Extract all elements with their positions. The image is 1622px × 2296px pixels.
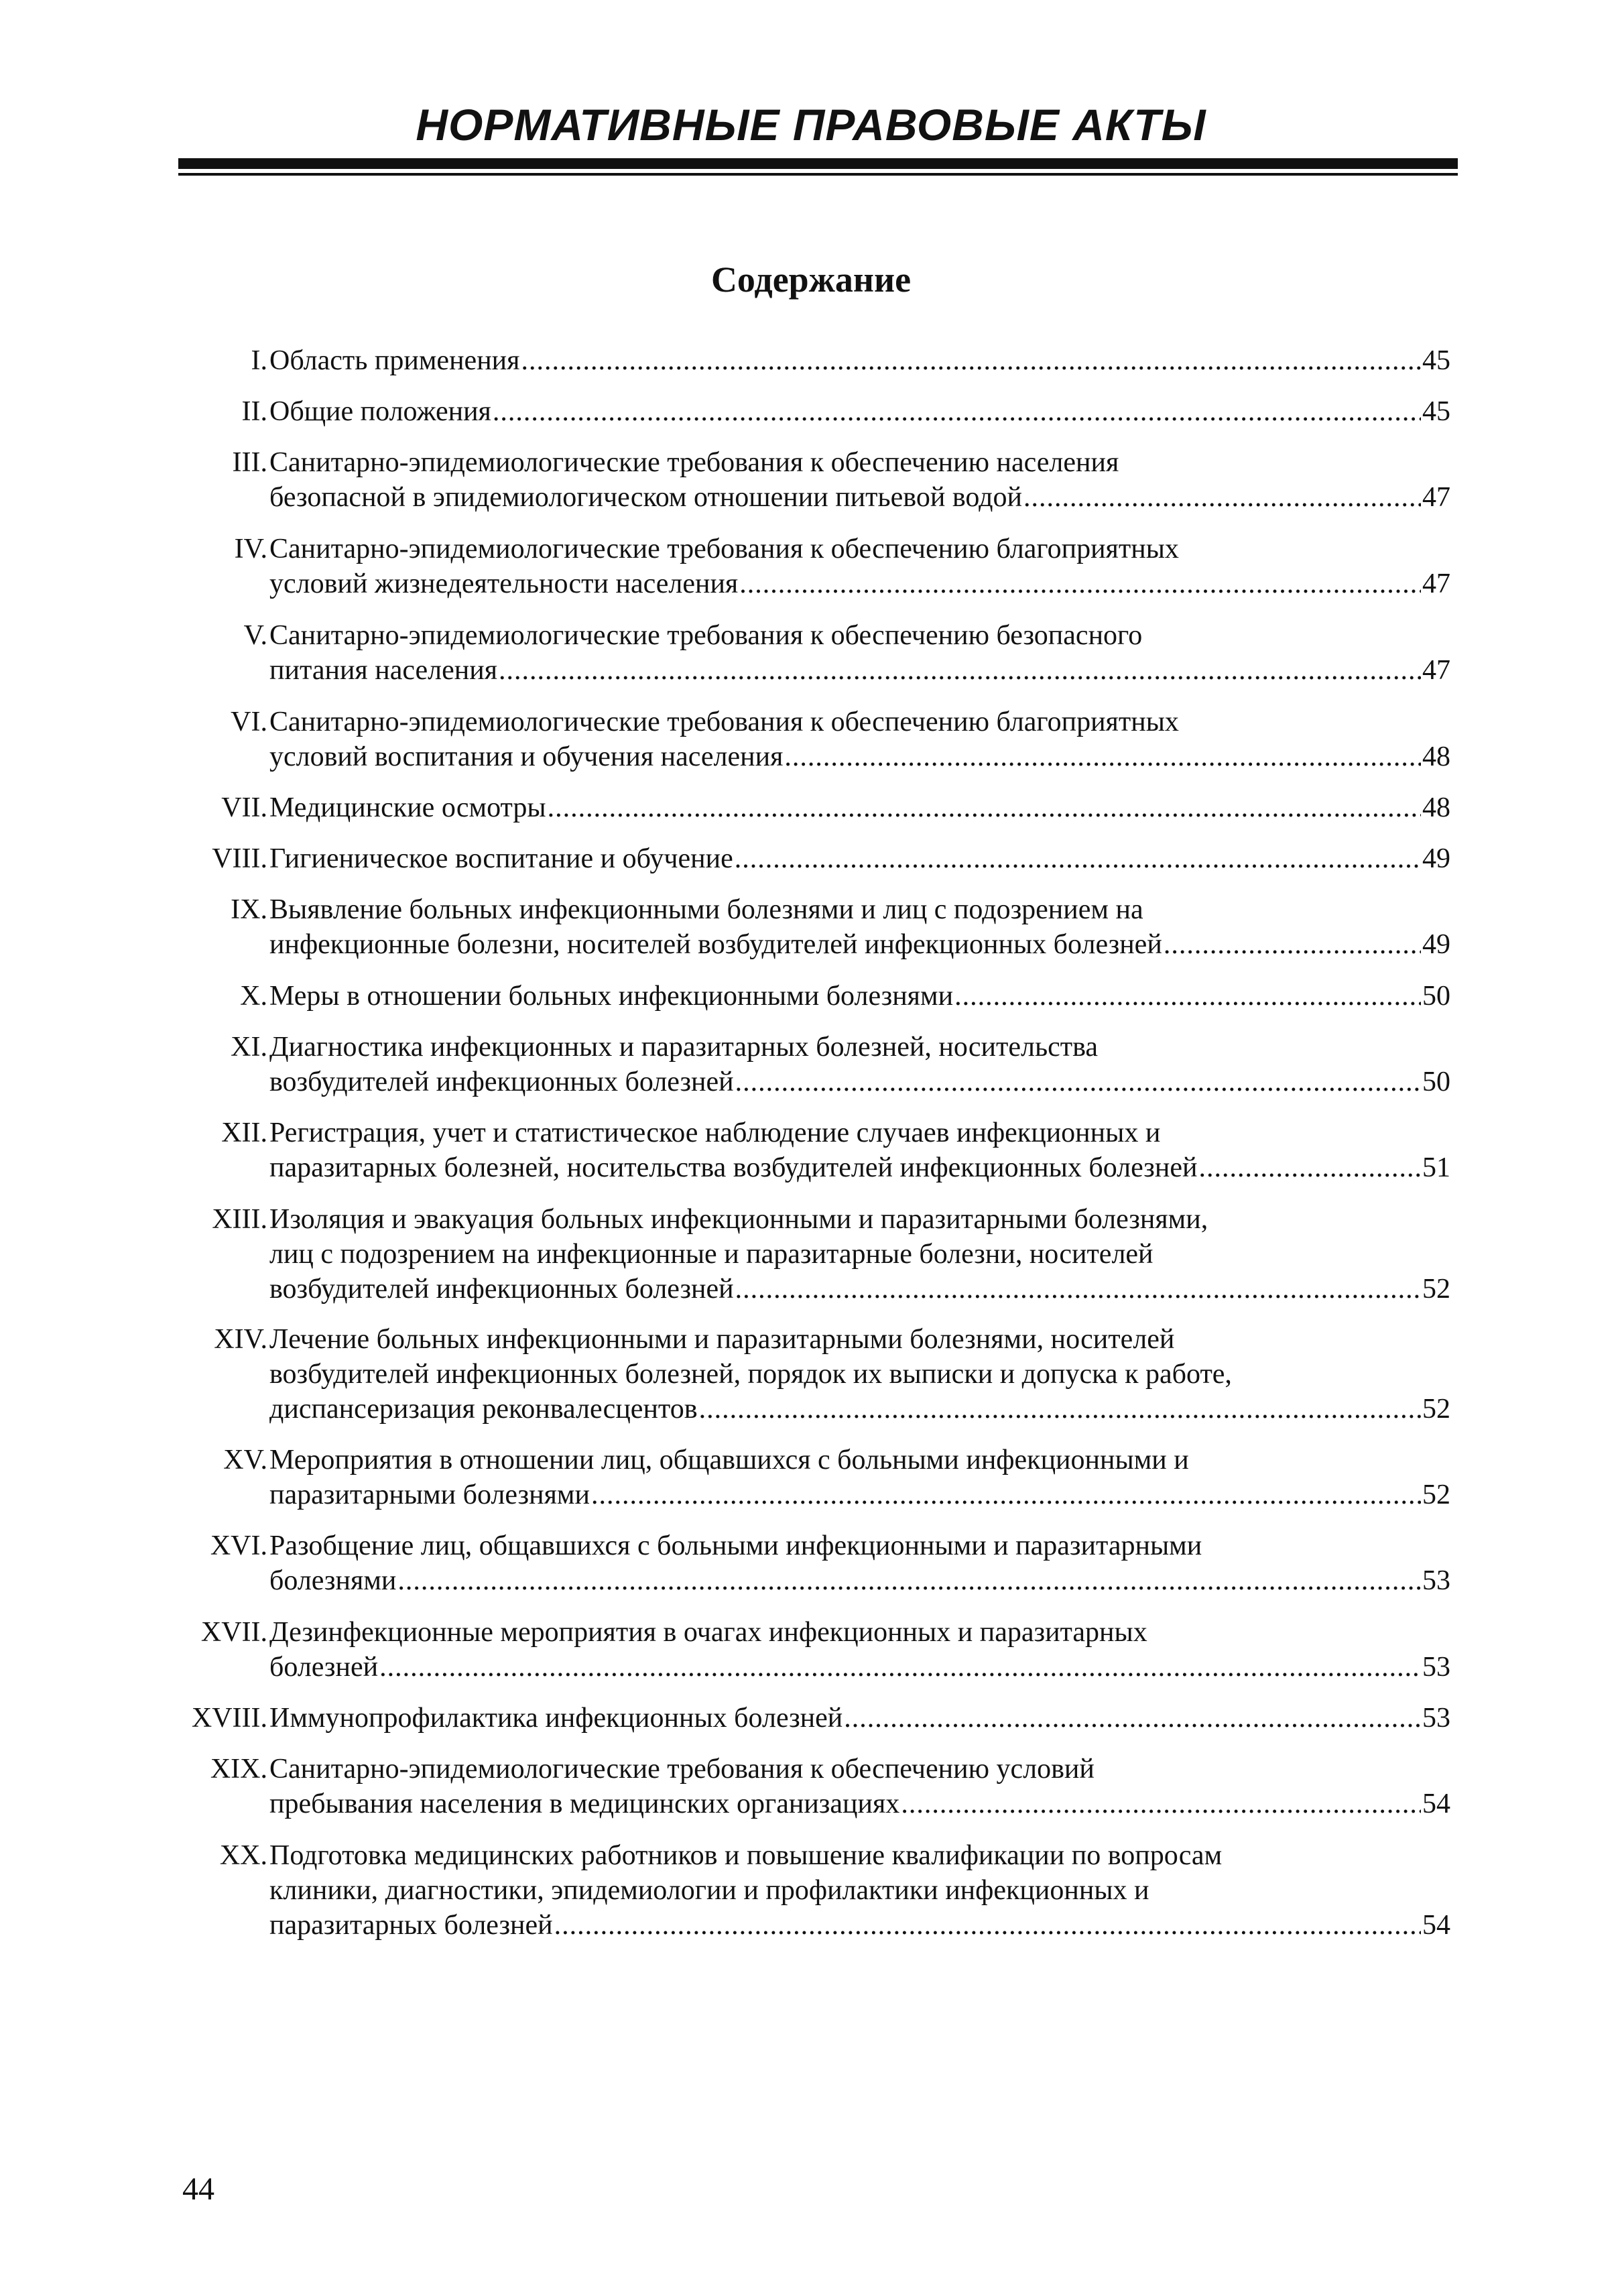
dot-leader [591, 1477, 1421, 1512]
toc-entry-page: 47 [1422, 568, 1450, 599]
toc-entry-number: VII. [221, 792, 267, 823]
toc-entry-page: 50 [1422, 981, 1450, 1012]
toc-entry-text: Изоляция и эвакуация больных инфекционными и паразитарными болезнями, [269, 1204, 1208, 1235]
running-header-title: НОРМАТИВНЫЕ ПРАВОВЫЕ АКТЫ [416, 100, 1206, 149]
toc-entry-number: XX. [219, 1840, 267, 1871]
toc-entry-page: 52 [1422, 1479, 1450, 1510]
dot-leader [1198, 1150, 1421, 1185]
toc-entry-number: XVI. [210, 1530, 267, 1561]
toc-entry-text: условий воспитания и обучения населения [269, 741, 784, 772]
toc-entry-text: болезней [269, 1652, 379, 1683]
toc-entry-text: питания населения [269, 655, 498, 686]
toc-entry-number: XIII. [212, 1204, 267, 1235]
dot-leader [548, 790, 1421, 825]
toc-entry-page: 45 [1422, 396, 1450, 427]
toc-entry-number: XII. [221, 1117, 267, 1148]
dot-leader [699, 1392, 1421, 1427]
toc-entry-text: Лечение больных инфекционными и паразитарными болезнями, носителей [269, 1324, 1175, 1355]
toc-entry-number: X. [240, 981, 267, 1012]
toc-entry-text: Медицинские осмотры [269, 792, 546, 823]
dot-leader [499, 653, 1421, 688]
toc-entry-page: 45 [1422, 345, 1450, 376]
toc-entry-text: Подготовка медицинских работников и повышение квалификации по вопросам [269, 1840, 1223, 1871]
toc-entry-page: 52 [1422, 1394, 1450, 1425]
dot-leader [735, 1065, 1421, 1099]
dot-leader [493, 394, 1421, 429]
toc-entry-text: возбудителей инфекционных болезней [269, 1067, 734, 1097]
toc-entry-page: 52 [1422, 1274, 1450, 1305]
toc-entry-text: условий жизнедеятельности населения [269, 568, 739, 599]
toc-entry-text: Общие положения [269, 396, 491, 427]
toc-entry-page: 54 [1422, 1910, 1450, 1941]
toc-entry-number: XVIII. [191, 1703, 267, 1734]
toc-entry-number: XIX. [210, 1754, 267, 1785]
toc-entry-text: пребывания населения в медицинских организациях [269, 1789, 900, 1819]
toc-entry-page: 47 [1422, 655, 1450, 686]
toc-entry-number: I. [251, 345, 267, 376]
toc-entry-number: II. [241, 396, 267, 427]
toc-entry-page: 48 [1422, 741, 1450, 772]
toc-entry-page: 49 [1422, 843, 1450, 874]
dot-leader [784, 739, 1421, 774]
toc-heading: Содержание [710, 259, 912, 300]
toc-entry-text: Санитарно-эпидемиологические требования к обеспечению благоприятных [269, 534, 1179, 564]
toc-entry-page: 50 [1422, 1067, 1450, 1097]
toc-entry-text: паразитарными болезнями [269, 1479, 590, 1510]
dot-leader [554, 1908, 1421, 1943]
toc-entry-text: Дезинфекционные мероприятия в очагах инфекционных и паразитарных [269, 1617, 1147, 1648]
toc-entry-number: XVII. [200, 1617, 267, 1648]
toc-entry-text: Регистрация, учет и статистическое наблюдение случаев инфекционных и [269, 1117, 1161, 1148]
toc-entry-number: IX. [231, 894, 267, 925]
toc-entry-text: Санитарно-эпидемиологические требования к обеспечению условий [269, 1754, 1095, 1785]
toc-entry-text: Иммунопрофилактика инфекционных болезней [269, 1703, 843, 1734]
toc-entry-page: 48 [1422, 792, 1450, 823]
toc-entry-page: 53 [1422, 1652, 1450, 1683]
toc-entry-text: клиники, диагностики, эпидемиологии и профилактики инфекционных и [269, 1875, 1149, 1906]
toc-entry-number: XV. [223, 1445, 267, 1475]
page-number: 44 [182, 2171, 214, 2207]
toc-entry-text: Область применения [269, 345, 520, 376]
toc-entry-text: болезнями [269, 1565, 397, 1596]
toc-entry-text: Выявление больных инфекционными болезнями и лиц с подозрением на [269, 894, 1143, 925]
toc-entry-text: паразитарных болезней [269, 1910, 553, 1941]
toc-entry-number: III. [232, 447, 267, 478]
toc-entry-page: 53 [1422, 1703, 1450, 1734]
dot-leader [739, 566, 1421, 601]
dot-leader [844, 1701, 1421, 1736]
dot-leader [735, 1272, 1421, 1307]
toc-entry-text: Диагностика инфекционных и паразитарных болезней, носительства [269, 1032, 1099, 1063]
toc-entry-text: Санитарно-эпидемиологические требования к обеспечению населения [269, 447, 1119, 478]
toc-entry-text: инфекционные болезни, носителей возбудителей инфекционных болезней [269, 929, 1162, 960]
toc-entry-text: паразитарных болезней, носительства возбудителей инфекционных болезней [269, 1152, 1198, 1183]
toc-entry-number: VI. [231, 707, 267, 737]
toc-entry-text: лиц с подозрением на инфекционные и паразитарные болезни, носителей [269, 1239, 1153, 1270]
toc-entry-text: Меры в отношении больных инфекционными болезнями [269, 981, 954, 1012]
toc-entry-text: Разобщение лиц, общавшихся с больными инфекционными и паразитарными [269, 1530, 1202, 1561]
toc-entry-text: возбудителей инфекционных болезней [269, 1274, 734, 1305]
toc-entry-page: 49 [1422, 929, 1450, 960]
toc-entry-number: IV. [234, 534, 267, 564]
dot-leader [521, 343, 1421, 378]
toc-entry-text: диспансеризация реконвалесцентов [269, 1394, 698, 1425]
toc-entry-text: возбудителей инфекционных болезней, порядок их выписки и допуска к работе, [269, 1359, 1232, 1390]
dot-leader [954, 979, 1421, 1014]
toc-entry-number: V. [243, 620, 267, 651]
toc-entry-page: 47 [1422, 482, 1450, 513]
toc-entry-text: Санитарно-эпидемиологические требования к обеспечению безопасного [269, 620, 1143, 651]
dot-leader [1023, 480, 1421, 515]
dot-leader [379, 1650, 1421, 1685]
toc-entry-text: Санитарно-эпидемиологические требования к обеспечению благоприятных [269, 707, 1179, 737]
toc-entry-text: безопасной в эпидемиологическом отношении питьевой водой [269, 482, 1023, 513]
dot-leader [397, 1563, 1421, 1598]
toc-entry-page: 51 [1422, 1152, 1450, 1183]
toc-entry-page: 53 [1422, 1565, 1450, 1596]
toc-entry-number: XIV. [214, 1324, 267, 1355]
toc-entry-number: XI. [231, 1032, 267, 1063]
toc-entry-page: 54 [1422, 1789, 1450, 1819]
dot-leader [901, 1787, 1421, 1821]
dot-leader [1164, 927, 1421, 962]
toc-entry-text: Мероприятия в отношении лиц, общавшихся с больными инфекционными и [269, 1445, 1189, 1475]
toc-entry-number: VIII. [212, 843, 267, 874]
toc-entry-text: Гигиеническое воспитание и обучение [269, 843, 733, 874]
dot-leader [735, 841, 1421, 876]
